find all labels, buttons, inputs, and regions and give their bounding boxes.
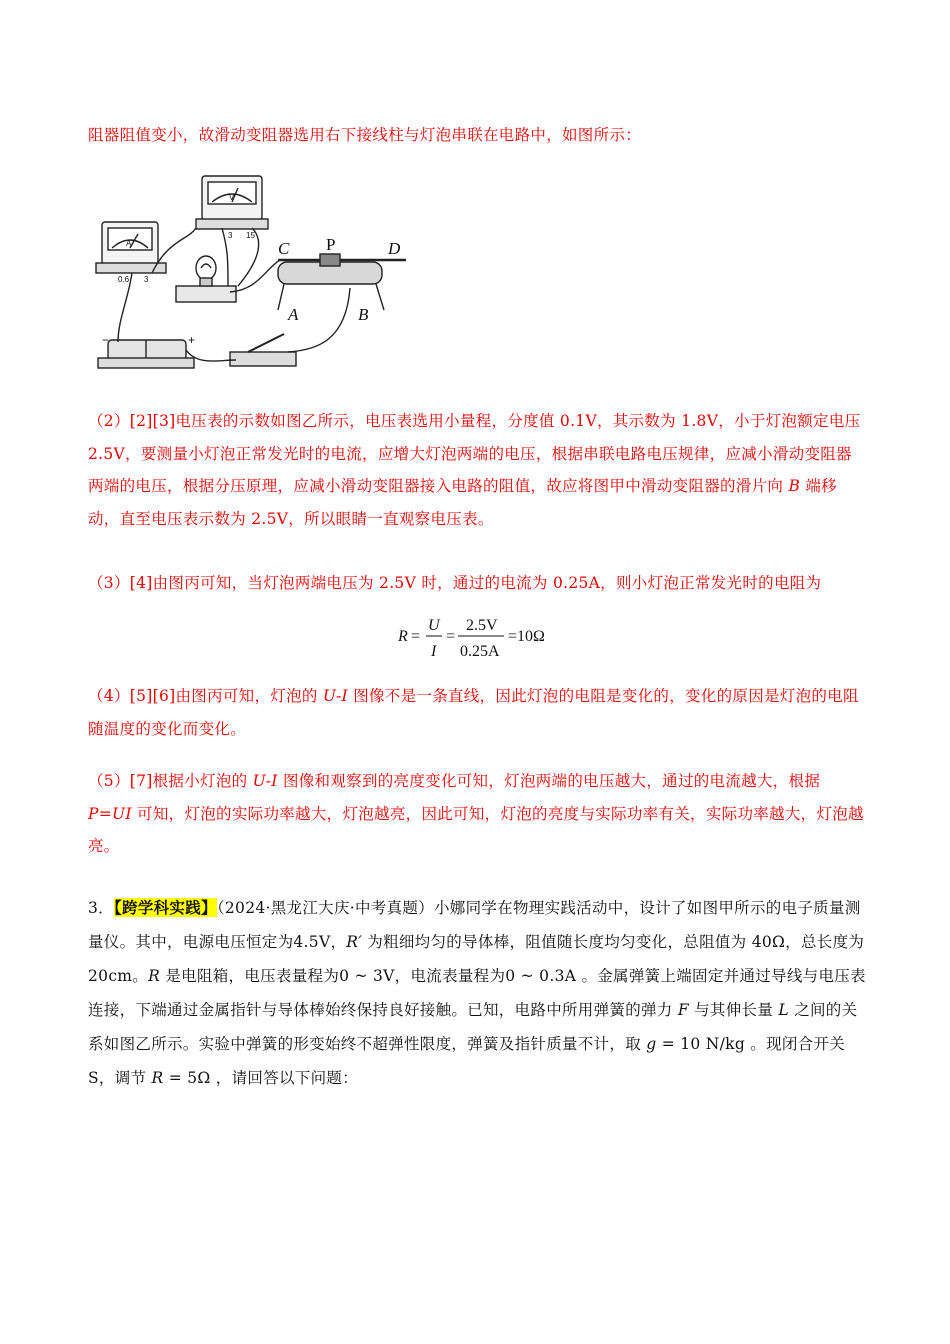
paragraph-5: （5）[7]根据小灯泡的 U-I 图像和观察到的亮度变化可知，灯泡两端的电压越大，通过的电流越大，根据 P=UI 可知，灯泡的实际功率越大，灯泡越亮，因此可知，灯泡的亮度与实际功率有关，实际功率越大，灯泡越亮。 xyxy=(88,772,864,855)
lamp-bulb xyxy=(196,256,216,280)
paragraph-4: （4）[5][6]由图丙可知，灯泡的 U-I 图像不是一条直线，因此灯泡的电阻是变化的，变化的原因是灯泡的电阻随温度的变化而变化。 xyxy=(88,687,859,738)
resistance-formula xyxy=(398,612,568,662)
rheostat-slider xyxy=(320,254,340,266)
voltmeter-glyph: V xyxy=(229,193,235,202)
label-B: B xyxy=(358,305,369,324)
ammeter-base xyxy=(96,263,166,273)
battery-minus: − xyxy=(102,333,110,347)
voltmeter-terminal-1: 15 xyxy=(246,231,255,240)
svg-text:I: I xyxy=(431,643,437,660)
voltmeter-terminal-0: 3 xyxy=(228,231,233,240)
svg-text:=10Ω: =10Ω xyxy=(508,628,545,645)
ammeter-terminal-1: 3 xyxy=(144,275,149,284)
svg-text:0.25A: 0.25A xyxy=(460,643,500,660)
svg-text:=: = xyxy=(446,628,456,645)
ammeter-glyph: A xyxy=(126,239,132,248)
ammeter-terminal-0: 0.6 xyxy=(118,275,130,284)
question-number: 3． xyxy=(88,899,114,917)
label-C: C xyxy=(278,239,290,258)
svg-text:U: U xyxy=(428,617,440,634)
svg-text:2.5V: 2.5V xyxy=(466,617,498,634)
lamp-base xyxy=(176,286,236,302)
paragraph-2: （2）[2][3]电压表的示数如图乙所示，电压表选用小量程，分度值 0.1V，其示数为 1.8V，小于灯泡额定电压 2.5V，要测量小灯泡正常发光时的电流，应增大灯泡两端的电压，根据串联电路电压规律，应减小滑动变阻器两端的电压，根据分压原理，应减小滑动变阻器接入电路的阻值，故应将图甲中滑动变阻器的滑片向 B 端移动，直至电压表示数为 2.5V，所以眼睛一直观察电压表。 xyxy=(88,412,861,528)
circuit-diagram xyxy=(88,170,418,380)
label-P: P xyxy=(326,235,336,254)
svg-text:=: = xyxy=(411,628,421,645)
question-tag: 【跨学科实践】 xyxy=(113,898,217,917)
switch-base xyxy=(230,352,296,366)
battery-plus: + xyxy=(188,333,196,347)
label-D: D xyxy=(388,239,401,258)
svg-text:R: R xyxy=(398,628,408,645)
battery xyxy=(108,340,186,360)
paragraph-3: （3）[4]由图丙可知，当灯泡两端电压为 2.5V 时，通过的电流为 0.25A，则小灯泡正常发光时的电阻为 xyxy=(88,574,822,592)
intro-line: 阻器阻值变小，故滑动变阻器选用右下接线柱与灯泡串联在电路中，如图所示： xyxy=(88,126,642,144)
label-A: A xyxy=(288,305,299,324)
question-3: 3．【跨学科实践】（2024·黑龙江大庆·中考真题）小娜同学在物理实践活动中，设计了如图甲所示的电子质量测量仪。其中，电源电压恒定为4.5V，R′ 为粗细均匀的导体棒，阻值随长度均匀变化，总阻值为 40Ω，总长度为20cm。R 是电阻箱，电压表量程为0 ~ 3V，电流表量程为0 ~ 0.3A 。金属弹簧上端固定并通过导线与电压表连接，下端通过金属指针与导体棒始终保持良好接触。已知，电路中所用弹簧的弹力 F 与其伸长量 L 之间的关系如图乙所示。实验中弹簧的形变始终不超弹性限度，弹簧及指针质量不计，取 g = 10 N/kg 。现闭合开关 S，调节 R = 5Ω ，请回答以下问题： xyxy=(88,898,866,1087)
switch-lever xyxy=(248,334,284,352)
voltmeter-base xyxy=(196,219,268,229)
